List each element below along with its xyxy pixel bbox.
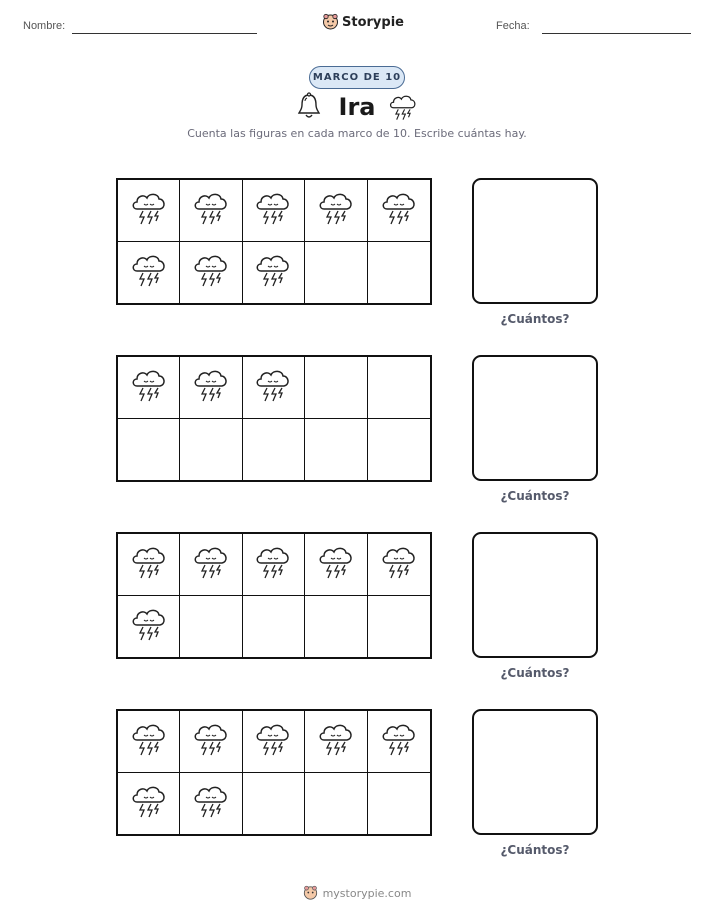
storm-cloud-icon xyxy=(129,720,169,762)
storm-cloud-icon xyxy=(379,720,419,762)
storm-cloud-icon xyxy=(191,189,231,231)
frame-cell xyxy=(243,242,305,304)
answer-label: ¿Cuántos? xyxy=(500,489,570,503)
frame-cell xyxy=(243,357,305,419)
name-line[interactable] xyxy=(72,33,257,34)
answer-box[interactable] xyxy=(472,355,598,481)
frame-cell xyxy=(305,180,367,242)
storm-cloud-icon xyxy=(253,366,293,408)
frame-cell xyxy=(180,357,242,419)
frame-cell xyxy=(180,711,242,773)
date-label: Fecha: xyxy=(496,20,530,32)
instructions: Cuenta las figuras en cada marco de 10. Escribe cuántas hay. xyxy=(187,127,527,140)
frame-cell xyxy=(180,773,242,835)
storm-cloud-icon xyxy=(191,251,231,293)
frame-cell xyxy=(118,534,180,596)
mascot-icon xyxy=(322,13,339,31)
storm-cloud-icon xyxy=(129,366,169,408)
storm-cloud-icon xyxy=(129,782,169,824)
storm-cloud-icon xyxy=(253,720,293,762)
ten-frame xyxy=(116,532,432,659)
frame-cell xyxy=(368,180,430,242)
ten-frame xyxy=(116,355,432,482)
frame-cell xyxy=(368,242,430,304)
storm-cloud-icon xyxy=(379,543,419,585)
frame-cell xyxy=(118,711,180,773)
storm-cloud-icon xyxy=(316,543,356,585)
footer xyxy=(0,885,714,901)
date-line[interactable] xyxy=(542,33,691,34)
footer-link[interactable]: mystorypie.com xyxy=(322,886,412,900)
answer-label: ¿Cuántos? xyxy=(500,843,570,857)
frame-cell xyxy=(305,596,367,658)
frame-cell xyxy=(243,711,305,773)
frame-cell xyxy=(118,180,180,242)
frame-cell xyxy=(368,773,430,835)
frame-cell xyxy=(305,242,367,304)
ten-frame xyxy=(116,709,432,836)
storm-cloud-icon xyxy=(129,605,169,647)
storm-cloud-icon xyxy=(191,782,231,824)
frame-cell xyxy=(118,596,180,658)
brand-name: Storypie xyxy=(342,14,404,30)
frame-cell xyxy=(368,596,430,658)
frame-cell xyxy=(368,419,430,481)
frame-cell xyxy=(243,596,305,658)
frame-cell xyxy=(180,180,242,242)
frame-cell xyxy=(180,242,242,304)
answer-label: ¿Cuántos? xyxy=(500,666,570,680)
storm-cloud-icon xyxy=(316,720,356,762)
answer-box[interactable] xyxy=(472,709,598,835)
storm-cloud-icon xyxy=(191,366,231,408)
frame-cell xyxy=(368,711,430,773)
frame-cell xyxy=(305,711,367,773)
mascot-icon xyxy=(303,885,318,901)
storm-cloud-icon xyxy=(191,543,231,585)
page-title: Ira xyxy=(338,93,376,121)
frame-cell xyxy=(118,357,180,419)
frame-cell xyxy=(243,773,305,835)
frame-cell xyxy=(180,596,242,658)
frame-cell xyxy=(180,419,242,481)
storm-cloud-icon xyxy=(253,543,293,585)
frame-cell xyxy=(305,419,367,481)
storm-cloud-icon xyxy=(129,189,169,231)
frame-cell xyxy=(368,534,430,596)
answer-box[interactable] xyxy=(472,532,598,658)
storm-cloud-icon xyxy=(129,543,169,585)
storm-cloud-icon xyxy=(316,189,356,231)
frame-cell xyxy=(305,357,367,419)
frame-cell xyxy=(118,419,180,481)
answer-box[interactable] xyxy=(472,178,598,304)
name-label: Nombre: xyxy=(23,20,66,32)
storm-cloud-icon xyxy=(253,251,293,293)
answer-label: ¿Cuántos? xyxy=(500,312,570,326)
storm-cloud-icon xyxy=(253,189,293,231)
ten-frame xyxy=(116,178,432,305)
frame-cell xyxy=(243,180,305,242)
frame-cell xyxy=(243,534,305,596)
frame-cell xyxy=(305,773,367,835)
brand-logo xyxy=(322,13,404,31)
storm-cloud-icon xyxy=(191,720,231,762)
frame-cell xyxy=(118,242,180,304)
frame-cell xyxy=(118,773,180,835)
frame-cell xyxy=(368,357,430,419)
storm-cloud-icon xyxy=(387,92,419,122)
storm-cloud-icon xyxy=(379,189,419,231)
frame-cell xyxy=(180,534,242,596)
frame-cell xyxy=(243,419,305,481)
storm-cloud-icon xyxy=(129,251,169,293)
worksheet-type-badge: MARCO DE 10 xyxy=(309,66,405,89)
frame-cell xyxy=(305,534,367,596)
